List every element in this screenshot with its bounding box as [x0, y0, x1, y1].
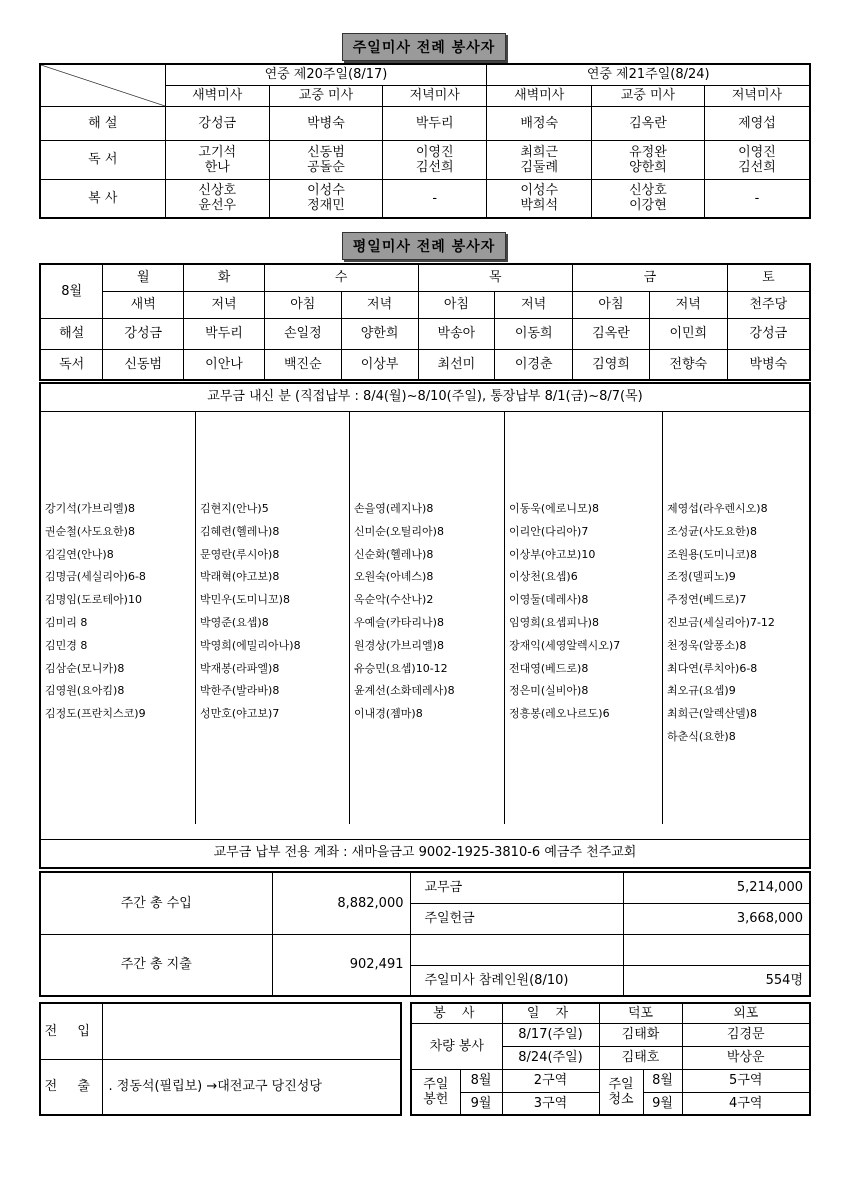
cell: 김영희: [573, 349, 650, 380]
cell: 손일정: [264, 318, 341, 349]
list-item: 천정욱(알퐁소)8: [667, 638, 747, 652]
list-item: 박영희(에밀리아나)8: [200, 638, 301, 652]
row-label: 복 사: [40, 179, 165, 218]
income-label: 주간 총 수입: [40, 872, 272, 934]
time-header: 천주당: [727, 291, 810, 318]
transfer-in-label: 전 입: [40, 1003, 102, 1059]
cell: 박두리: [382, 106, 487, 140]
row-label: 독 서: [40, 140, 165, 179]
day-header: 화: [184, 264, 265, 291]
cell: 양한희: [341, 318, 418, 349]
list-item: 정흥봉(레오나르도)6: [509, 707, 610, 721]
vehicle-label: 차량 봉사: [411, 1023, 502, 1069]
list-item: 김현지(안나)5: [200, 502, 269, 515]
cell: 김옥란: [591, 106, 704, 140]
transfer-in-value: [102, 1003, 401, 1059]
list-item: 이동욱(에로니모)8: [509, 502, 599, 515]
list-item: 김민경 8: [45, 638, 88, 652]
dues-header: 교무금 내신 분 (직접납부 : 8/4(월)~8/10(주일), 통장납부 8/1(금)~8/7(목): [41, 384, 809, 412]
list-item: 정은미(실비아)8: [509, 684, 589, 698]
day-header: 수: [264, 264, 418, 291]
cell: 이동희: [495, 318, 573, 349]
cell: 이영진 김선희: [704, 140, 810, 179]
rotation-month: 9월: [643, 1092, 682, 1115]
list-item: 임영희(요셉피나)8: [509, 615, 599, 629]
cell: 신상호 이강현: [591, 179, 704, 218]
list-item: 신순화(헬레나)8: [354, 547, 434, 561]
vehicle-driver: 김태화: [599, 1023, 682, 1046]
cell: 강성금: [165, 106, 270, 140]
offering-label: 주일 봉헌: [411, 1069, 460, 1115]
vehicle-driver: 박상운: [682, 1046, 810, 1069]
day-header: 목: [418, 264, 573, 291]
cell: 이안나: [184, 349, 265, 380]
cell: 최선미: [418, 349, 495, 380]
list-item: 박재봉(라파엘)8: [200, 661, 280, 675]
expense-label: 주간 총 지출: [40, 934, 272, 996]
list-item: 전대영(베드로)8: [509, 661, 589, 675]
table-corner: [40, 64, 165, 106]
transfer-out-value: . 정동석(필립보) →대전교구 당진성당: [102, 1059, 401, 1115]
cell: 배정숙: [487, 106, 592, 140]
list-item: 우예슬(카타리나)8: [354, 615, 444, 629]
offering-zone: 3구역: [502, 1092, 599, 1115]
dues-columns: [41, 412, 809, 824]
time-header: 아침: [573, 291, 650, 318]
vehicle-driver: 김경문: [682, 1023, 810, 1046]
cell: 신상호 윤선우: [165, 179, 270, 218]
sunday-title-wrap: [0, 33, 848, 61]
list-item: 진보금(세실리아)7-12: [667, 615, 775, 629]
week2-header: 연중 제21주일(8/24): [487, 64, 810, 85]
time-header: 새벽: [103, 291, 184, 318]
list-item: 김명임(도로테아)10: [45, 593, 142, 607]
dues-footer: 교무금 납부 전용 계좌 : 새마을금고 9002-1925-3810-6 예금주 천주교회: [41, 839, 809, 867]
item-value: 3,668,000: [623, 903, 810, 934]
row-label: 독서: [40, 349, 103, 380]
list-item: 김영원(요아킴)8: [45, 684, 125, 698]
list-item: 김정도(프란치스코)9: [45, 707, 146, 721]
time-header: 저녁: [495, 291, 573, 318]
day-header: 월: [103, 264, 184, 291]
list-item: 신미순(오틸리아)8: [354, 524, 444, 538]
list-item: 조정(델피노)9: [667, 570, 736, 584]
vehicle-date: 8/24(주일): [502, 1046, 599, 1069]
list-item: 이영둘(데레사)8: [509, 593, 589, 607]
cell: 이상부: [341, 349, 418, 380]
sunday-table: [39, 63, 811, 219]
cell: 신동범 공돌순: [270, 140, 383, 179]
weekday-table: [39, 263, 811, 381]
list-item: 문영란(루시아)8: [200, 547, 280, 561]
sunday-title: 주일미사 전례 봉사자: [342, 33, 506, 61]
list-item: 장재익(세영알렉시오)7: [509, 638, 621, 652]
week1-header: 연중 제20주일(8/17): [165, 64, 487, 85]
dues-column: [41, 412, 196, 824]
mass-header: 교중 미사: [270, 85, 383, 106]
cleaning-label: 주일 청소: [599, 1069, 643, 1115]
mass-header: 저녁미사: [704, 85, 810, 106]
list-item: 이상천(요셉)6: [509, 570, 578, 584]
list-item: 권순철(사도요한)8: [45, 524, 135, 538]
dues-column: [505, 412, 663, 824]
list-item: 하춘식(요한)8: [667, 729, 736, 743]
cell: 이경춘: [495, 349, 573, 380]
cell: 제영섭: [704, 106, 810, 140]
dues-column: [663, 412, 809, 824]
row-label: 해 설: [40, 106, 165, 140]
day-header: 토: [727, 264, 810, 291]
list-item: 김혜련(헬레나)8: [200, 524, 280, 538]
list-item: 조성균(사도요한)8: [667, 524, 757, 538]
offering-zone: 2구역: [502, 1069, 599, 1092]
service-header: 일 자: [502, 1003, 599, 1023]
cell: 김옥란: [573, 318, 650, 349]
list-item: 박영준(요셉)8: [200, 615, 269, 629]
cell: -: [704, 179, 810, 218]
list-item: 이내경(젬마)8: [354, 707, 423, 721]
cleaning-zone: 5구역: [682, 1069, 810, 1092]
list-item: 유승민(요셉)10-12: [354, 661, 448, 675]
list-item: 제영섭(라우렌시오)8: [667, 502, 768, 515]
list-item: 최다연(루치아)6-8: [667, 661, 758, 675]
time-header: 아침: [264, 291, 341, 318]
list-item: 최오규(요셉)9: [667, 684, 736, 698]
time-header: 저녁: [341, 291, 418, 318]
cell: -: [382, 179, 487, 218]
mass-header: 저녁미사: [382, 85, 487, 106]
cell: 신동범: [103, 349, 184, 380]
service-header: 봉 사: [411, 1003, 502, 1023]
attendance-value: 554명: [623, 965, 810, 996]
list-item: 원경상(가브리엘)8: [354, 638, 444, 652]
dues-section: [39, 382, 811, 869]
mass-header: 새벽미사: [487, 85, 592, 106]
list-item: 이상부(야고보)10: [509, 547, 596, 561]
item-label: 교무금: [410, 872, 623, 903]
time-header: 저녁: [184, 291, 265, 318]
day-header: 금: [573, 264, 728, 291]
item-value: 5,214,000: [623, 872, 810, 903]
row-label: 해설: [40, 318, 103, 349]
cell: 고기석 한나: [165, 140, 270, 179]
list-item: 강기석(가브리엘)8: [45, 502, 135, 515]
cell: 최희근 김둘례: [487, 140, 592, 179]
list-item: 김미리 8: [45, 615, 88, 629]
cell: 이성수 정재민: [270, 179, 383, 218]
moves-table: [39, 1002, 402, 1116]
list-item: 옥순악(수산나)2: [354, 593, 434, 607]
list-item: 오원숙(아녜스)8: [354, 570, 434, 584]
rotation-month: 9월: [460, 1092, 502, 1115]
list-item: 윤계선(소화데레사)8: [354, 684, 455, 698]
month-label: 8월: [40, 264, 103, 318]
weekday-title: 평일미사 전례 봉사자: [342, 232, 506, 260]
item-label: 주일헌금: [410, 903, 623, 934]
cell: 이민희: [649, 318, 727, 349]
list-item: 주정연(베드로)7: [667, 593, 747, 607]
list-item: 손을영(레지나)8: [354, 502, 434, 515]
vehicle-date: 8/17(주일): [502, 1023, 599, 1046]
cell: 박송아: [418, 318, 495, 349]
list-item: 박래혁(야고보)8: [200, 570, 280, 584]
service-table: [410, 1002, 811, 1116]
cell: 유정완 양한희: [591, 140, 704, 179]
cell: 백진순: [264, 349, 341, 380]
service-header: 외포: [682, 1003, 810, 1023]
empty-cell: [410, 934, 623, 965]
cell: 이영진 김선희: [382, 140, 487, 179]
mass-header: 교중 미사: [591, 85, 704, 106]
dues-column: [196, 412, 350, 824]
cell: 강성금: [103, 318, 184, 349]
service-header: 덕포: [599, 1003, 682, 1023]
list-item: 김명금(세실리아)6-8: [45, 570, 146, 584]
mass-header: 새벽미사: [165, 85, 270, 106]
weekday-title-wrap: [0, 232, 848, 260]
list-item: 김삼순(모니카)8: [45, 661, 125, 675]
time-header: 저녁: [649, 291, 727, 318]
cell: 박두리: [184, 318, 265, 349]
empty-cell: [623, 934, 810, 965]
income-value: 8,882,000: [272, 872, 410, 934]
list-item: 최희근(알렉산델)8: [667, 707, 757, 721]
vehicle-driver: 김태호: [599, 1046, 682, 1069]
cell: 전향숙: [649, 349, 727, 380]
list-item: 성만호(야고보)7: [200, 707, 280, 721]
cell: 박병숙: [727, 349, 810, 380]
finance-table: [39, 871, 811, 997]
cell: 강성금: [727, 318, 810, 349]
list-item: 조원용(도미니코)8: [667, 547, 757, 561]
time-header: 아침: [418, 291, 495, 318]
attendance-label: 주일미사 참례인원(8/10): [410, 965, 623, 996]
list-item: 박민우(도미니꼬)8: [200, 593, 290, 607]
transfer-out-label: 전 출: [40, 1059, 102, 1115]
cell: 이성수 박희석: [487, 179, 592, 218]
cleaning-zone: 4구역: [682, 1092, 810, 1115]
list-item: 이리안(다리아)7: [509, 524, 589, 538]
list-item: 박한주(발라바)8: [200, 684, 280, 698]
list-item: 김길연(안나)8: [45, 547, 114, 561]
dues-column: [350, 412, 505, 824]
expense-value: 902,491: [272, 934, 410, 996]
rotation-month: 8월: [643, 1069, 682, 1092]
cell: 박병숙: [270, 106, 383, 140]
rotation-month: 8월: [460, 1069, 502, 1092]
